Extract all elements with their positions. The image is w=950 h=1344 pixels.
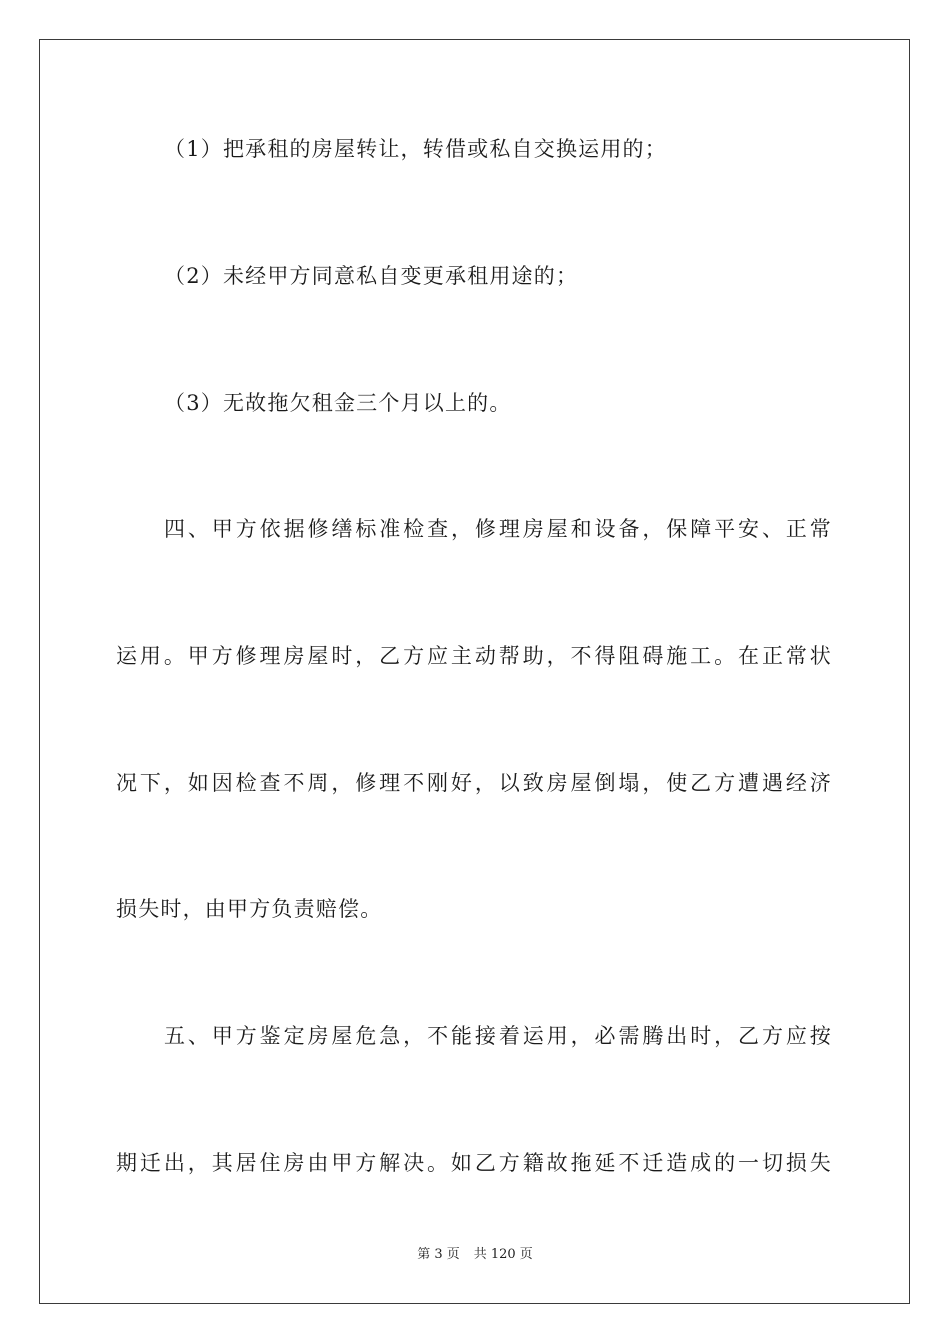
paragraph-line-2: （2）未经甲方同意私自变更承租用途的； — [164, 264, 579, 288]
paragraph-line-1: （1）把承租的房屋转让，转借或私自交换运用的； — [164, 137, 667, 161]
paragraph-line-5: 运用。甲方修理房屋时，乙方应主动帮助，不得阻碍施工。在正常状 — [116, 644, 832, 668]
paragraph-line-7: 损失时，由甲方负责赔偿。 — [116, 897, 383, 921]
paragraph-line-3: （3）无故拖欠租金三个月以上的。 — [164, 391, 512, 415]
paragraph-line-6: 况下，如因检查不周，修理不刚好，以致房屋倒塌，使乙方遭遇经济 — [116, 771, 832, 795]
page-footer — [0, 1246, 950, 1264]
paragraph-line-9: 期迁出，其居住房由甲方解决。如乙方籍故拖延不迁造成的一切损失 — [116, 1151, 832, 1175]
page-number: 第 3 页 — [417, 1247, 460, 1262]
paragraph-line-4: 四、甲方依据修缮标准检查，修理房屋和设备，保障平安、正常 — [164, 517, 832, 541]
paragraph-line-8: 五、甲方鉴定房屋危急，不能接着运用，必需腾出时，乙方应按 — [164, 1024, 832, 1048]
page-border — [39, 39, 910, 1304]
page-total: 共 120 页 — [473, 1247, 533, 1262]
